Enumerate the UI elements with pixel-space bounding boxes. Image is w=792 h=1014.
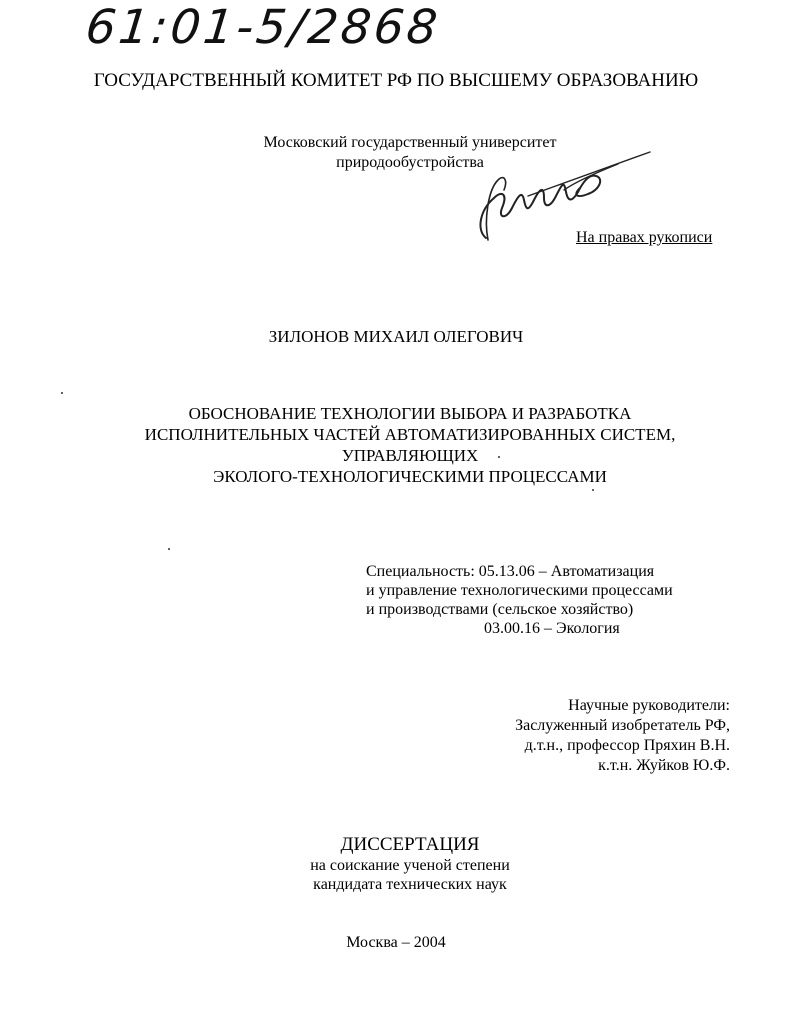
dissertation-block [210,834,610,894]
dissertation-title [100,403,720,487]
scan-speck [592,489,594,491]
scan-speck [498,456,500,458]
advisors-line-3: к.т.н. Жуйков Ю.Ф. [598,757,730,774]
scan-speck [61,392,63,394]
handwritten-call-number: 61:01-5/2868 [83,0,443,55]
city-year: Москва – 2004 [346,934,446,951]
manuscript-rights-note: На правах рукописи [576,229,713,246]
title-line-4: ЭКОЛОГО-ТЕХНОЛОГИЧЕСКИМИ ПРОЦЕССАМИ [213,467,607,486]
specialty-line-3: и производствами (сельское хозяйство) [366,601,634,618]
dissertation-heading: ДИССЕРТАЦИЯ [340,834,480,855]
advisors-line-2: д.т.н., профессор Пряхин В.Н. [524,737,730,754]
dissertation-line-1: на соискание ученой степени [310,857,510,874]
specialty-line-4: 03.00.16 – Экология [484,620,620,637]
specialty-line-2: и управление технологическими процессами [366,582,673,599]
specialty-line-1: Специальность: 05.13.06 – Автоматизация [366,563,655,580]
advisors-heading: Научные руководители: [568,697,730,714]
university-line-1: Московский государственный университет [263,134,557,151]
title-line-1: ОБОСНОВАНИЕ ТЕХНОЛОГИИ ВЫБОРА И РАЗРАБОТКА [188,404,632,423]
scientific-advisors [515,696,730,776]
title-line-3: УПРАВЛЯЮЩИХ [341,446,479,465]
dissertation-line-2: кандидата технических наук [313,876,507,893]
specialty-block [366,562,673,638]
committee-heading: ГОСУДАРСТВЕННЫЙ КОМИТЕТ РФ ПО ВЫСШЕМУ ОБРАЗОВАНИЮ [93,70,699,91]
advisors-line-1: Заслуженный изобретатель РФ, [515,717,730,734]
scan-speck [168,548,170,550]
university-line-2: природообустройства [336,154,484,171]
author-name: ЗИЛОНОВ МИХАИЛ ОЛЕГОВИЧ [268,327,524,346]
title-line-2: ИСПОЛНИТЕЛЬНЫХ ЧАСТЕЙ АВТОМАТИЗИРОВАННЫХ СИСТЕМ, [144,425,676,444]
